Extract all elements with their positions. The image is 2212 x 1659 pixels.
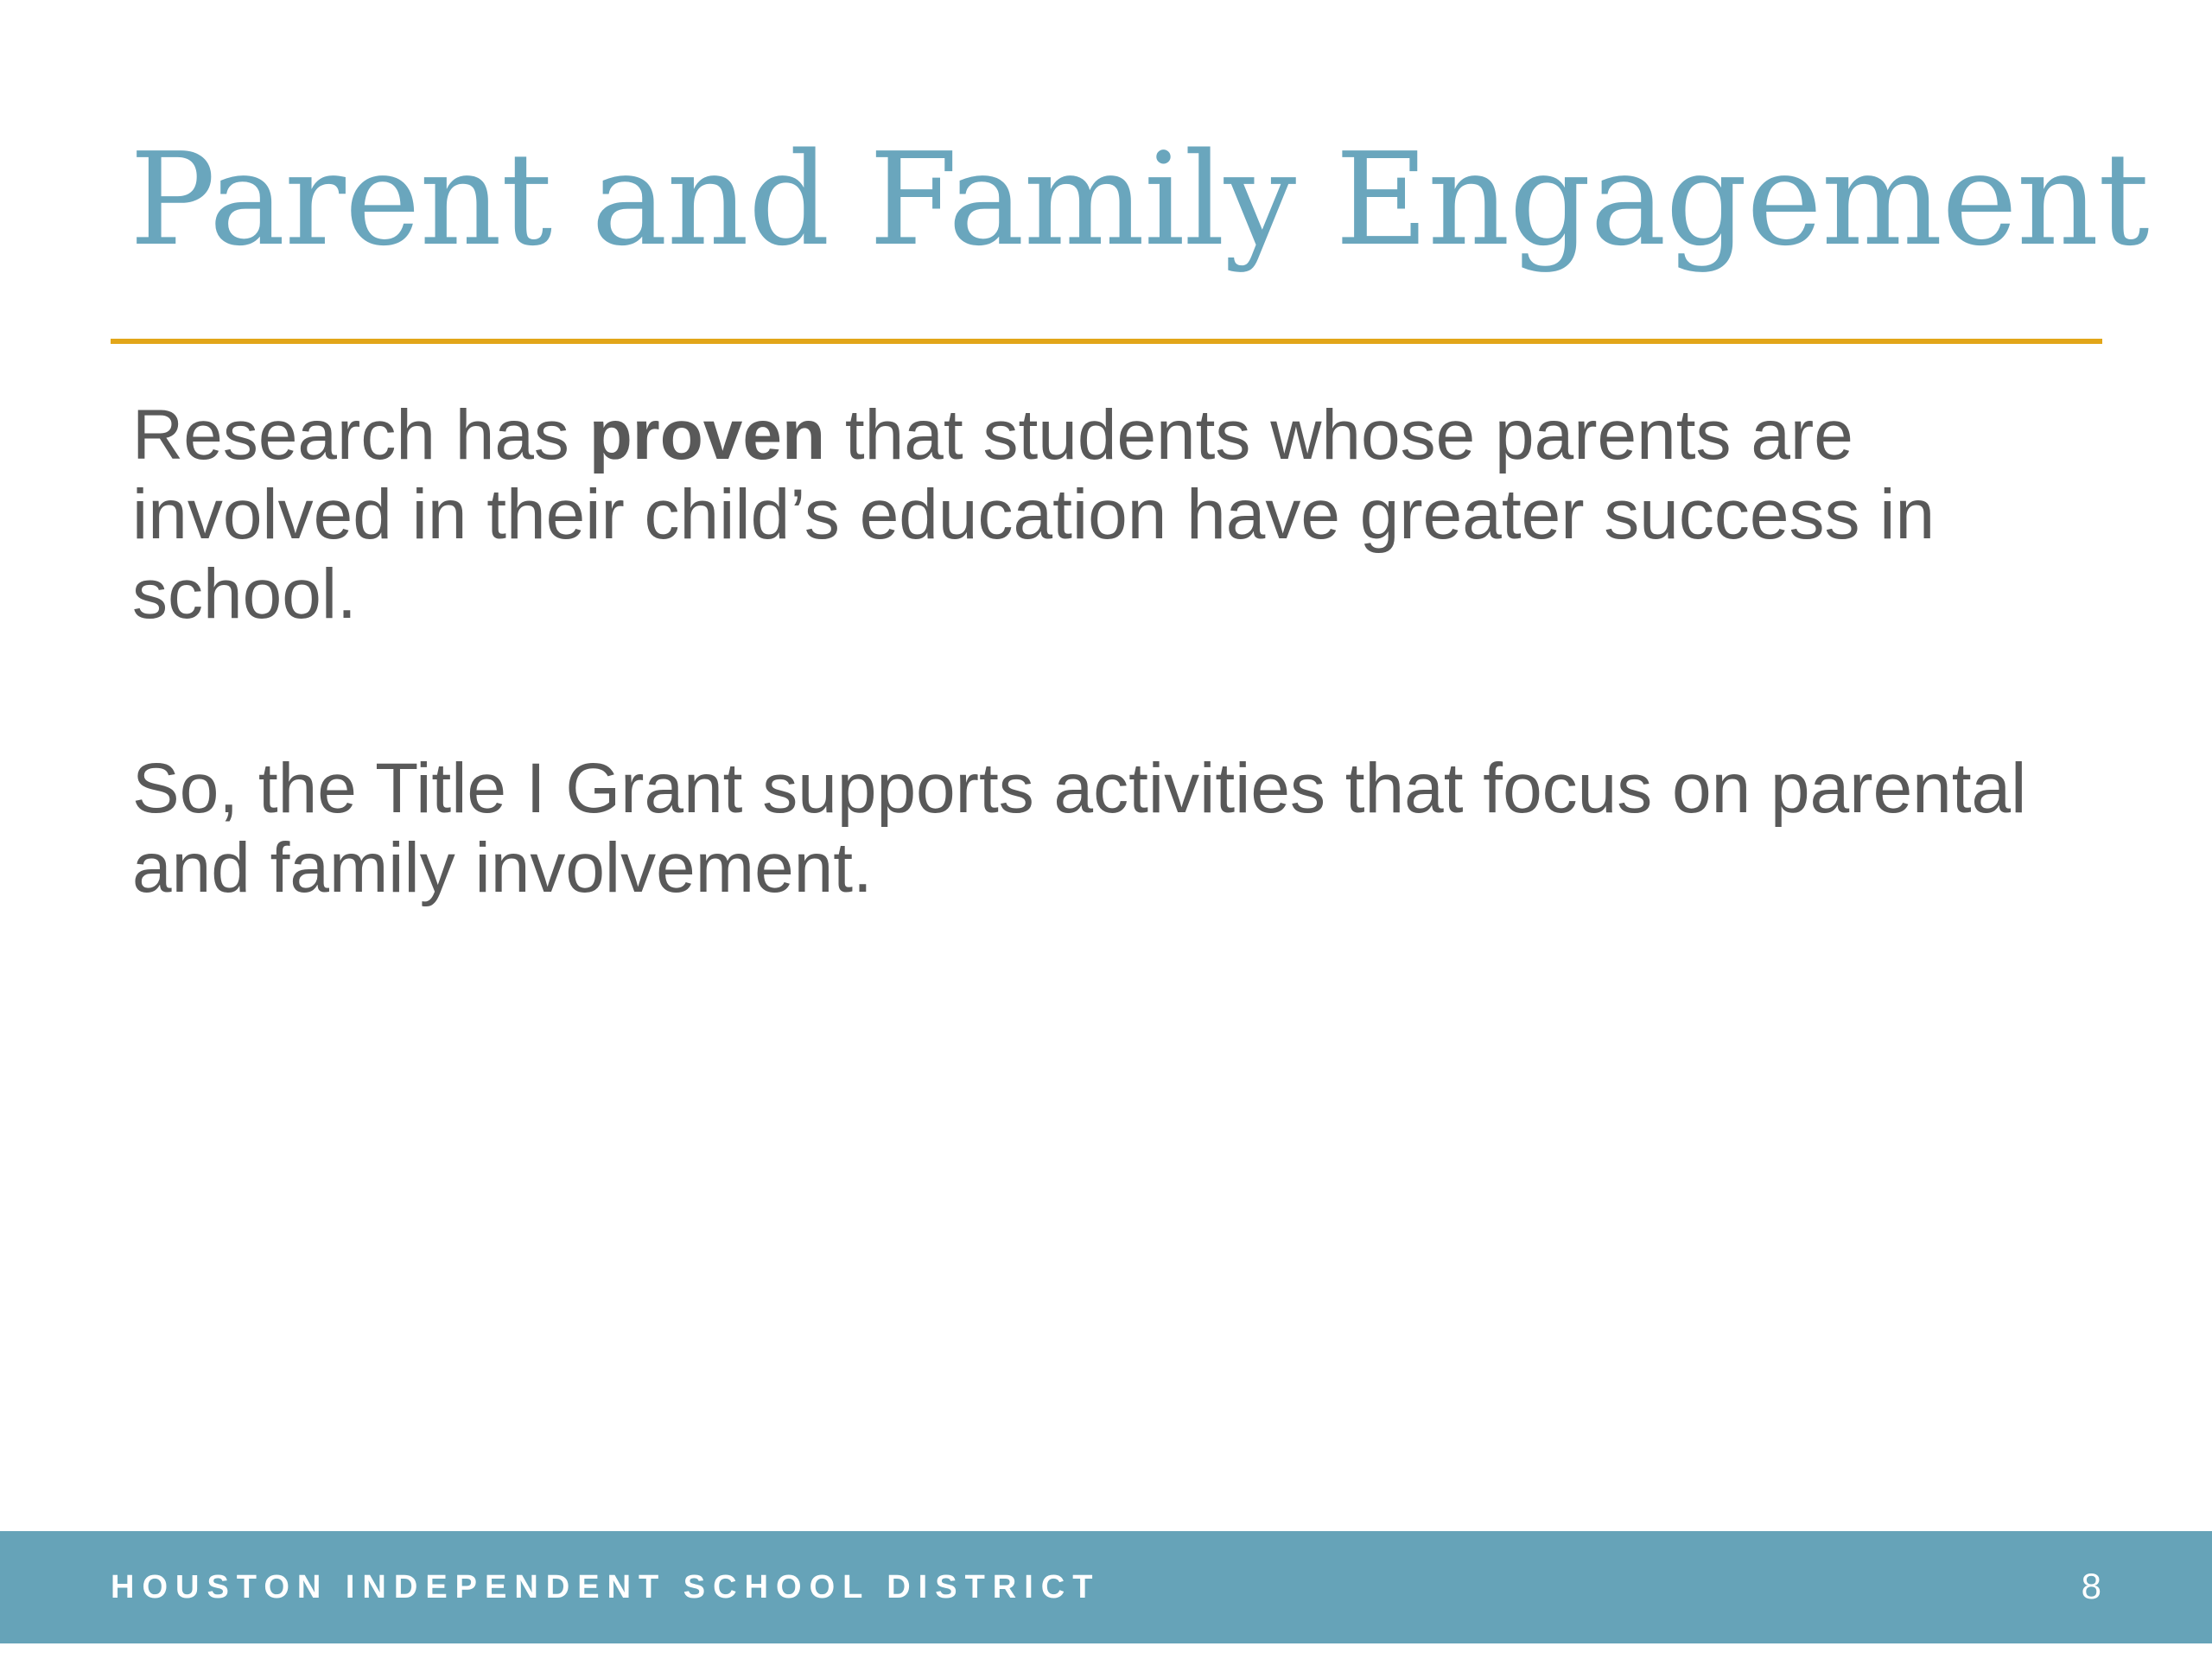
page-number: 8 <box>2081 1566 2101 1606</box>
body-paragraph-title-one: So, the Title I Grant supports activities that focus on parental and family involvement. <box>132 749 2027 907</box>
body-paragraph-research <box>132 396 2076 634</box>
slide-title: Parent and Family Engagement <box>130 125 2149 274</box>
emphasis-proven: proven <box>588 396 826 474</box>
footer-bar <box>0 1531 2212 1643</box>
paragraph-text-before: Research has <box>132 396 589 474</box>
paragraph-text-after: that students whose parents are involved in their child’s education have greater success in school. <box>132 396 1936 633</box>
footer-organization: HOUSTON INDEPENDENT SCHOOL DISTRICT <box>111 1569 1101 1605</box>
title-divider <box>111 339 2102 344</box>
